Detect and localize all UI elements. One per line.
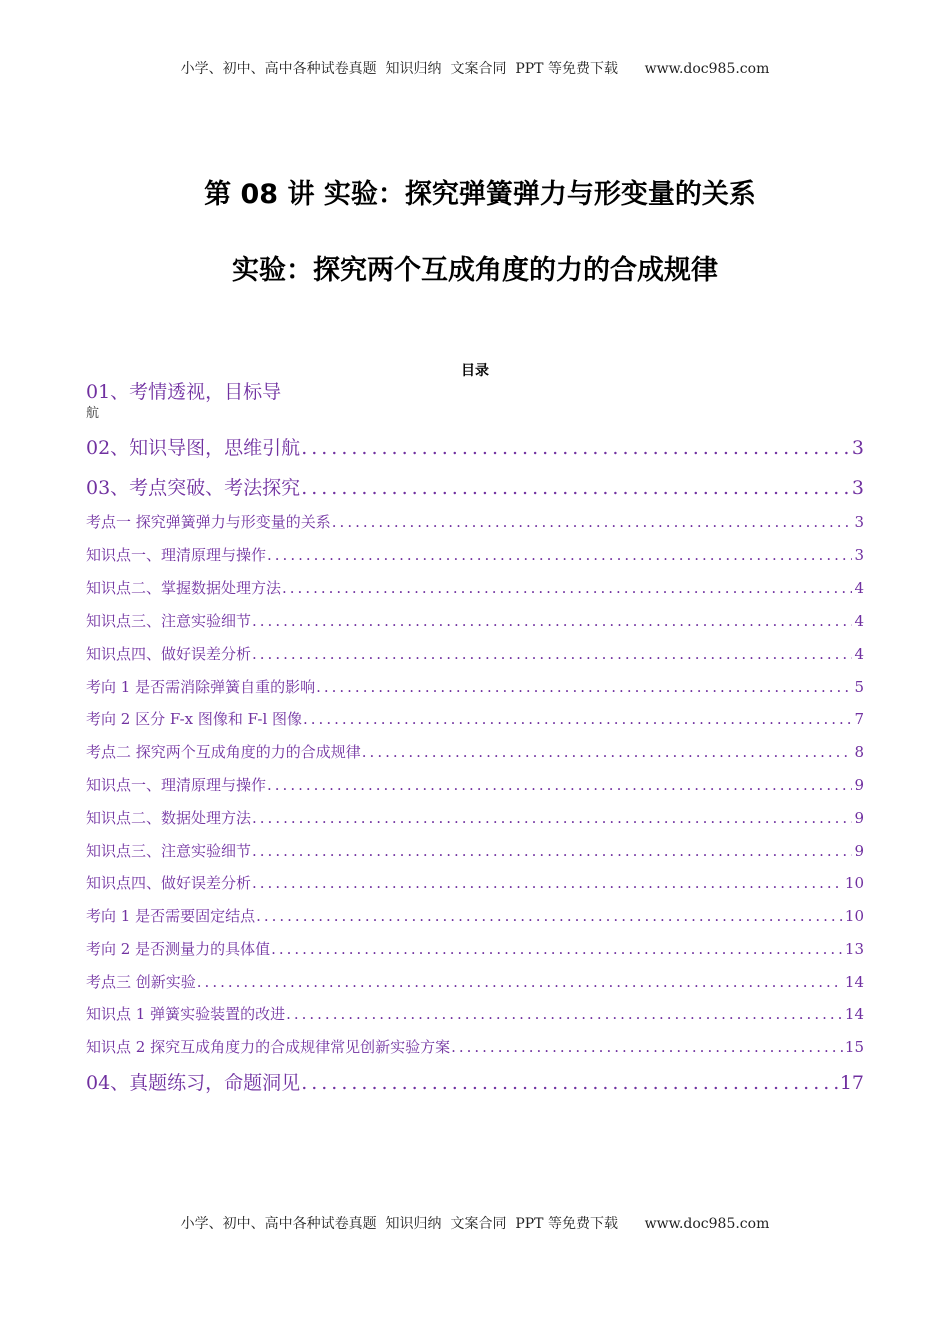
toc-entry-label: 知识点二、数据处理方法 — [86, 809, 252, 827]
toc-entry-label: 考点二 探究两个互成角度的力的合成规律 — [86, 743, 361, 761]
toc-entry-direction-2-2[interactable] — [86, 938, 864, 959]
toc-entry-label: 知识点二、掌握数据处理方法 — [86, 579, 282, 597]
toc-entry-direction-1-2[interactable] — [86, 708, 864, 729]
toc-leader-dots — [316, 678, 852, 696]
toc-leader-dots — [362, 743, 853, 761]
toc-page-number: 15 — [844, 1038, 864, 1056]
toc-page-number: 8 — [854, 743, 864, 761]
page-header: 小学、初中、高中各种试卷真题 知识归纳 文案合同 PPT 等免费下载 www.doc985.com — [180, 61, 770, 77]
toc-page-number: 4 — [854, 645, 864, 663]
toc-leader-dots — [197, 973, 843, 991]
toc-leader-dots — [301, 477, 850, 499]
toc-entry-label: 01、考情透视，目标导 — [86, 381, 282, 403]
toc-entry-topic-2[interactable] — [86, 741, 864, 762]
toc-entry-topic-3[interactable] — [86, 971, 864, 992]
toc-leader-dots — [252, 645, 852, 663]
toc-page-number: 14 — [844, 1005, 864, 1023]
toc-entry-label: 考点一 探究弹簧弹力与形变量的关系 — [86, 513, 331, 531]
toc-entry-knowledge-3-2[interactable] — [86, 1036, 864, 1057]
toc-leader-dots — [252, 874, 843, 892]
toc-page-number: 13 — [844, 940, 864, 958]
toc-leader-dots — [252, 809, 852, 827]
toc-entry-knowledge-2-2[interactable] — [86, 807, 864, 828]
toc-leader-dots — [303, 710, 852, 728]
toc-entry-overview[interactable] — [86, 378, 386, 422]
toc-page-number: 10 — [844, 874, 864, 892]
toc-entry-label: 知识点三、注意实验细节 — [86, 842, 252, 860]
toc-page-number: 10 — [844, 907, 864, 925]
toc-leader-dots — [267, 546, 852, 564]
toc-entry-label: 知识点 2 探究互成角度力的合成规律常见创新实验方案 — [86, 1038, 451, 1056]
toc-entry-label: 02、知识导图，思维引航 — [86, 437, 301, 459]
toc-entry-label: 知识点四、做好误差分析 — [86, 645, 252, 663]
toc-entry-label: 知识点一、理清原理与操作 — [86, 776, 267, 794]
toc-page-number: 9 — [854, 842, 864, 860]
toc-page-number: 9 — [854, 809, 864, 827]
toc-entry-label: 考向 2 是否测量力的具体值 — [86, 940, 271, 958]
toc-page-number: 4 — [854, 612, 864, 630]
toc-leader-dots — [301, 1072, 838, 1094]
toc-page-number: 3 — [854, 546, 864, 564]
toc-entry-label: 知识点四、做好误差分析 — [86, 874, 252, 892]
toc-entry-mindmap[interactable] — [86, 433, 864, 460]
toc-entry-knowledge-2-1[interactable] — [86, 774, 864, 795]
toc-entry-knowledge-2-4[interactable] — [86, 872, 864, 893]
toc-entry-label: 04、真题练习，命题洞见 — [86, 1072, 301, 1094]
toc-leader-dots — [252, 842, 852, 860]
toc-entry-knowledge-2-3[interactable] — [86, 840, 864, 861]
toc-entry-knowledge-1-1[interactable] — [86, 544, 864, 565]
toc-entry-label: 知识点一、理清原理与操作 — [86, 546, 267, 564]
toc-heading: 目录 — [461, 363, 489, 379]
toc-entry-knowledge-1-2[interactable] — [86, 577, 864, 598]
toc-entry-breakthrough[interactable] — [86, 473, 864, 500]
toc-entry-direction-2-1[interactable] — [86, 905, 864, 926]
toc-leader-dots — [451, 1038, 843, 1056]
toc-entry-knowledge-1-3[interactable] — [86, 610, 864, 631]
toc-entry-knowledge-1-4[interactable] — [86, 643, 864, 664]
toc-page-number: 3 — [851, 477, 864, 499]
toc-entry-label: 知识点 1 弹簧实验装置的改进 — [86, 1005, 286, 1023]
toc-leader-dots — [256, 907, 843, 925]
toc-leader-dots — [286, 1005, 843, 1023]
toc-entry-label: 知识点三、注意实验细节 — [86, 612, 252, 630]
toc-page-number: 9 — [854, 776, 864, 794]
toc-leader-dots — [271, 940, 843, 958]
toc-entry-past-exams[interactable] — [86, 1068, 864, 1095]
toc-entry-label: 考向 2 区分 F-x 图像和 F-l 图像 — [86, 710, 303, 728]
toc-entry-label: 考向 1 是否需要固定结点 — [86, 907, 256, 925]
toc-leader-dots — [332, 513, 853, 531]
toc-leader-dots — [282, 579, 852, 597]
toc-page-number: 14 — [844, 973, 864, 991]
toc-page-number: 7 — [854, 710, 864, 728]
lecture-subtitle: 实验：探究两个互成角度的力的合成规律 — [232, 255, 718, 286]
lecture-title: 第 08 讲 实验：探究弹簧弹力与形变量的关系 — [204, 179, 756, 210]
toc-entry-topic-1[interactable] — [86, 511, 864, 532]
toc-entry-label: 考点三 创新实验 — [86, 973, 196, 991]
toc-page-number: 3 — [851, 437, 864, 459]
toc-leader-dots — [252, 612, 852, 630]
toc-entry-knowledge-3-1[interactable] — [86, 1003, 864, 1024]
toc-entry-label-tail: 航 — [86, 406, 100, 421]
toc-entry-direction-1-1[interactable] — [86, 676, 864, 697]
toc-page-number: 4 — [854, 579, 864, 597]
toc-entry-label: 03、考点突破、考法探究 — [86, 477, 301, 499]
toc-leader-dots — [267, 776, 852, 794]
page-footer: 小学、初中、高中各种试卷真题 知识归纳 文案合同 PPT 等免费下载 www.doc985.com — [180, 1216, 770, 1232]
toc-leader-dots — [301, 437, 850, 459]
toc-page-number: 5 — [854, 678, 864, 696]
toc-page-number: 17 — [839, 1072, 864, 1094]
toc-page-number: 3 — [854, 513, 864, 531]
toc-entry-label: 考向 1 是否需消除弹簧自重的影响 — [86, 678, 316, 696]
